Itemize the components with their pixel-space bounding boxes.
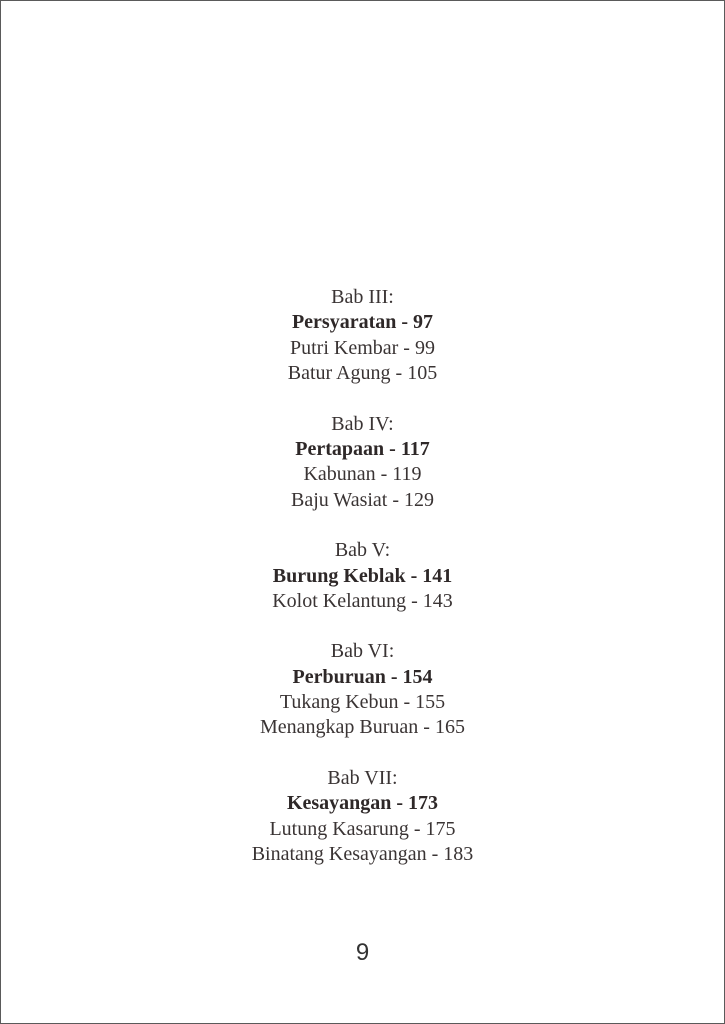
chapter-label: Bab V: <box>334 539 391 562</box>
toc-section-bab-v <box>1 538 724 614</box>
toc-entry: Lutung Kasarung - 175 <box>269 817 456 840</box>
chapter-label: Bab VII: <box>327 766 398 789</box>
chapter-title: Perburuan - 154 <box>292 665 433 688</box>
toc-entry: Putri Kembar - 99 <box>290 336 435 359</box>
chapter-title: Kesayangan - 173 <box>286 792 439 815</box>
toc-entry: Binatang Kesayangan - 183 <box>251 843 474 866</box>
table-of-contents <box>1 285 724 892</box>
toc-entry: Tukang Kebun - 155 <box>279 691 446 714</box>
toc-section-bab-vi <box>1 639 724 741</box>
toc-section-bab-iv <box>1 412 724 514</box>
page-number: 9 <box>355 939 370 966</box>
chapter-label: Bab VI: <box>330 640 395 663</box>
chapter-label: Bab III: <box>331 286 394 308</box>
chapter-title: Burung Keblak - 141 <box>272 564 453 587</box>
toc-section-bab-iii <box>1 285 724 387</box>
toc-entry: Kabunan - 119 <box>303 463 422 486</box>
chapter-title: Persyaratan - 97 <box>291 311 434 334</box>
toc-entry: Batur Agung - 105 <box>287 362 438 385</box>
toc-entry: Kolot Kelantung - 143 <box>272 589 453 612</box>
toc-entry: Menangkap Buruan - 165 <box>260 716 465 739</box>
toc-entry: Baju Wasiat - 129 <box>291 488 434 511</box>
chapter-label: Bab IV: <box>331 412 394 435</box>
toc-section-bab-vii <box>1 766 724 868</box>
chapter-title: Pertapaan - 117 <box>295 437 430 460</box>
